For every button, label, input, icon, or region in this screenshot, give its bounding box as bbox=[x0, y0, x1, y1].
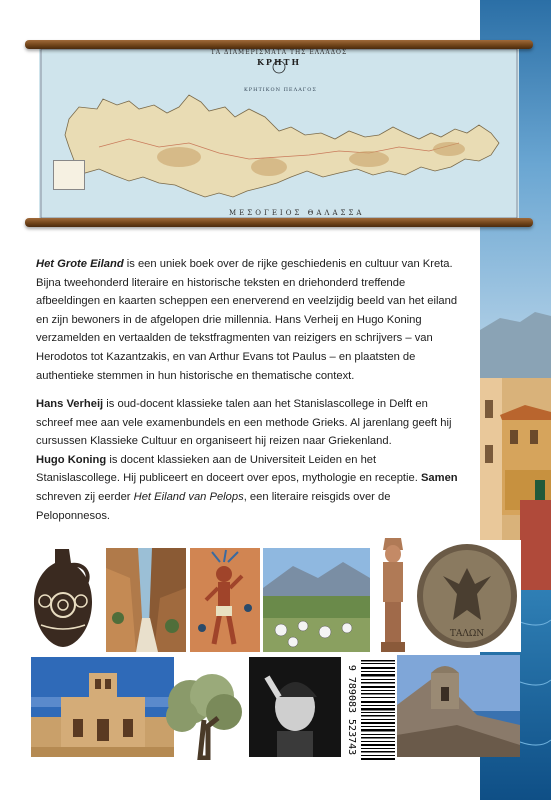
isbn-digits: 9 789083 523743 bbox=[346, 664, 357, 756]
together-label: Samen bbox=[420, 472, 458, 485]
description-paragraph bbox=[36, 255, 461, 385]
description-text: is een uniek boek over de rijke geschiedenis en cultuur van Kreta. Bijna tweehonderd literaire en historische teksten en driehonderd treffende afbeeldingen en kaarten scheppen een enerverend en veelzijdig beeld van het eiland en zijn bewoners in de afgelopen drie millennia. Hans Verheij en Hugo Koning verzamelden en vertaalden de tekstfragmenten van reizigers en schrijvers – van Herodotos tot Kazantzakis, en van Arthur Evans tot Paulus – en plaatsten de authentieke stemmen in hun historische en thematische context. bbox=[36, 258, 458, 382]
map-sea-north: ΚΡΗΤΙΚΟΝ ΠΕΛΑΓΟΣ bbox=[244, 87, 317, 93]
olive-tree-photo bbox=[160, 672, 250, 760]
coastal-chapel-photo bbox=[397, 655, 520, 757]
samaria-gorge-photo bbox=[106, 548, 186, 652]
together-text: schreven zij eerder bbox=[36, 490, 134, 503]
prince-of-lilies-fresco-photo bbox=[190, 548, 260, 652]
lasithi-windmills-photo bbox=[263, 548, 370, 652]
map-sea-south: ΜΕΣΟΓΕΙΟΣ ΘΑΛΑΣΣΑ bbox=[229, 209, 365, 217]
map-title: ΤΑ ΔΙΑΜΕΡΙΣΜΑΤΑ ΤΗΣ ΕΛΛΑΔΟΣ bbox=[210, 49, 348, 56]
author-name-2: Hugo Koning bbox=[36, 453, 107, 466]
map-sheet bbox=[39, 47, 519, 220]
svg-text:ΤΑΛΩΝ: ΤΑΛΩΝ bbox=[449, 629, 485, 639]
map-rod-bottom bbox=[25, 218, 533, 227]
theodorakis-portrait-photo bbox=[249, 657, 341, 757]
authors-paragraph bbox=[36, 395, 461, 525]
previous-book-title: Het Eiland van Pelops bbox=[133, 490, 244, 503]
minoan-jug-photo bbox=[25, 543, 101, 651]
map-name: ΚΡΗΤΗ bbox=[256, 57, 302, 67]
ancient-coin-photo bbox=[413, 540, 521, 652]
arkadi-monastery-photo bbox=[31, 657, 174, 757]
author-bio-2: is docent klassieken aan de Universiteit Leiden en het Stanislascollege. Hij publiceert en doceert over epos, mythologie en receptie. bbox=[36, 453, 421, 485]
map-legend-box bbox=[53, 160, 85, 190]
isbn-barcode bbox=[343, 657, 396, 763]
author-name-1: Hans Verheij bbox=[36, 398, 104, 410]
author-bio-1: is oud-docent klassieke talen aan het Stanislascollege in Delft en schreef mee aan vele examenbundels en een methode Grieks. Al jarenlang geeft hij cursussen Klassieke Cultuur en organiseert hij reizen naar Griekenland. bbox=[36, 398, 452, 448]
previous-book-text: , een literaire reisgids over de Peloponnesos. bbox=[36, 490, 391, 522]
map-rod-top bbox=[25, 40, 533, 49]
egyptian-statue-photo bbox=[375, 532, 411, 654]
crete-wall-map bbox=[25, 40, 533, 230]
book-title: Het Grote Eiland bbox=[36, 258, 124, 270]
